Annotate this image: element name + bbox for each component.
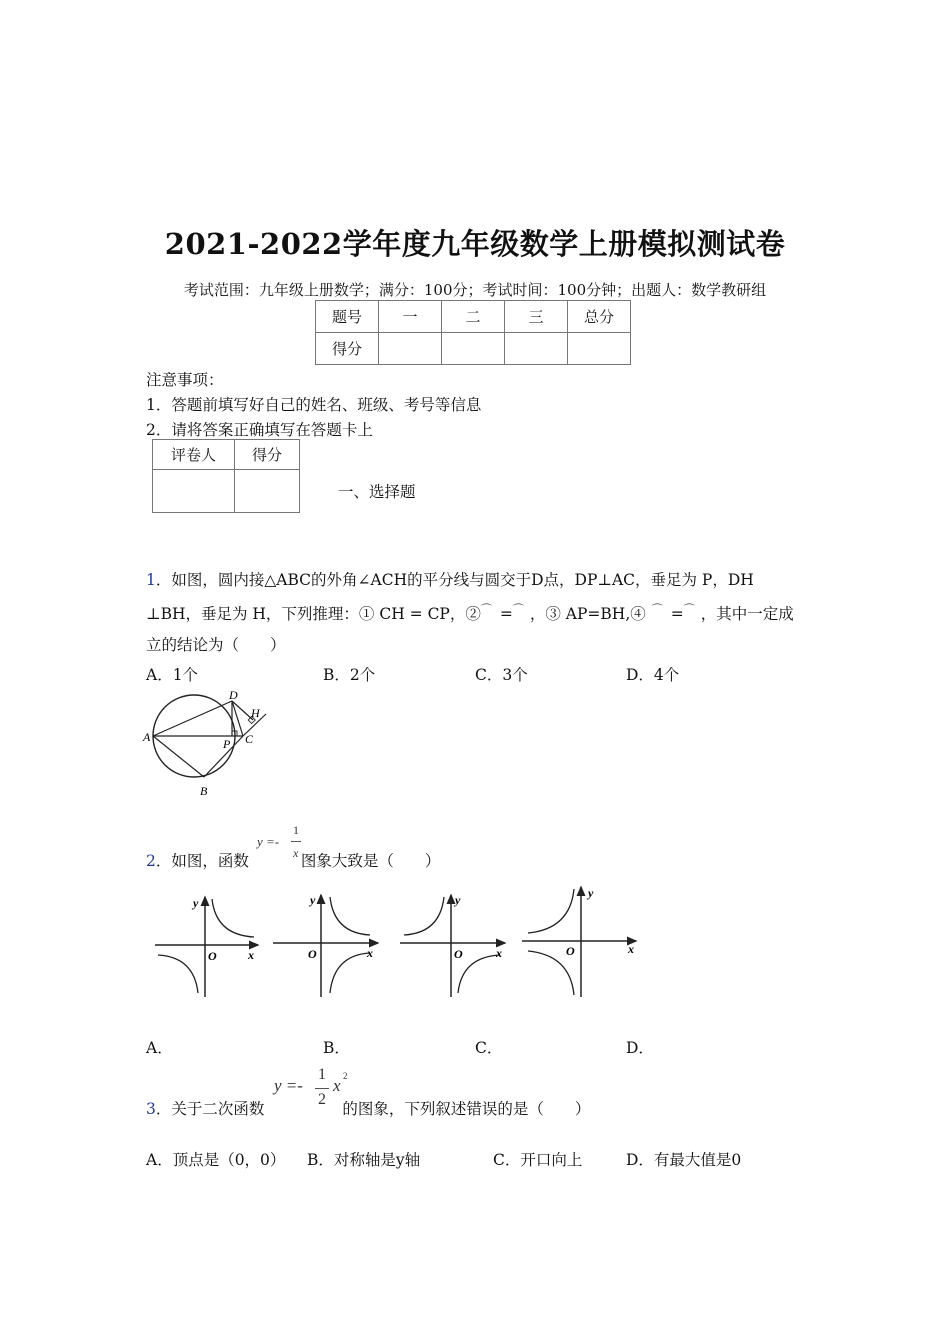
q3-option-c[interactable]: C．开口向上 (493, 1151, 583, 1169)
grader-name-cell[interactable] (153, 470, 235, 513)
score-header-cell: 题号 (316, 301, 379, 333)
curve-q3 (158, 955, 198, 993)
origin-label: O (308, 947, 317, 961)
note-item: 1．答题前填写好自己的姓名、班级、考号等信息 (146, 396, 482, 414)
curve-q2 (528, 889, 574, 933)
q3-formula-var: x (333, 1076, 341, 1095)
score-row-label: 得分 (316, 333, 379, 365)
origin-label: O (566, 944, 575, 958)
q3-formula-numerator: 1 (318, 1066, 326, 1083)
grader-score-label: 得分 (235, 440, 300, 470)
q3-option-a[interactable]: A．顶点是（0，0） (146, 1151, 286, 1169)
q3-formula-exponent: 2 (343, 1071, 348, 1081)
q2-formula-lhs: y =- (257, 834, 280, 849)
page-title: 2021-2022学年度九年级数学上册模拟测试卷 (164, 227, 786, 261)
q1-circle-figure (138, 686, 278, 800)
axis-label-y: y (588, 886, 594, 900)
q3-number: 3 (146, 1100, 156, 1118)
q2-fraction-bar (291, 841, 301, 842)
graph-b (273, 893, 378, 997)
q1-option-b[interactable]: B．2个 (323, 666, 376, 684)
score-table-score-row (316, 333, 631, 365)
graph-d (522, 886, 636, 997)
arc-mark: ⌒ (512, 603, 524, 616)
axis-label-y: y (193, 896, 199, 910)
axis-label-x: x (248, 948, 254, 962)
curve-q4 (330, 953, 370, 993)
arc-mark: ⌒ (651, 603, 663, 616)
q3-option-d[interactable]: D．有最大值是0 (626, 1151, 742, 1169)
label-b: B (200, 784, 208, 798)
curve-q2 (404, 897, 444, 935)
q1-option-c[interactable]: C．3个 (475, 666, 528, 684)
q3-line (146, 1097, 590, 1119)
arc-mark: ⌒ (683, 603, 695, 616)
exam-info: 考试范围：九年级上册数学；满分：100分；考试时间：100分钟；出题人：数学教研组 (183, 281, 767, 299)
q1-line2 (146, 601, 794, 624)
grader-table (152, 439, 300, 513)
q1-text: ，其中一定成 (700, 605, 794, 624)
label-h: H (251, 706, 260, 720)
score-header-cell: 二 (442, 301, 505, 333)
score-cell[interactable] (505, 333, 568, 365)
q1-text: = (499, 605, 513, 624)
label-p: P (223, 737, 231, 751)
q3-formula-lhs: y =- (274, 1076, 303, 1095)
q1-text: ．如图，圆内接△ABC的外角∠ACH的平分线与圆交于D点，DP⊥AC，垂足为 P，DH (155, 571, 754, 589)
q1-text: = (670, 605, 684, 624)
score-table (315, 300, 631, 365)
q2-graphs (150, 885, 650, 1003)
q1-line3: 立的结论为（ ） (146, 636, 286, 654)
q2-option-d[interactable]: D． (626, 1039, 654, 1057)
origin-label: O (454, 947, 463, 961)
curve-q1 (212, 899, 254, 937)
q2-option-c[interactable]: C． (475, 1039, 503, 1057)
graph-c (400, 893, 505, 997)
q1-text: ⊥BH，垂足为 H，下列推理：① CH = CP，② (146, 605, 481, 624)
note-item: 2．请将答案正确填写在答题卡上 (146, 421, 373, 439)
score-cell[interactable] (379, 333, 442, 365)
q3-text: ．关于二次函数 (155, 1100, 265, 1118)
axis-label-x: x (367, 946, 373, 960)
label-c: C (245, 732, 254, 746)
score-cell[interactable] (568, 333, 631, 365)
score-table-header-row (316, 301, 631, 333)
q1-option-d[interactable]: D．4个 (626, 666, 680, 684)
axis-label-x: x (628, 942, 634, 956)
q1-line1 (146, 568, 754, 590)
origin-label: O (208, 949, 217, 963)
axis-label-x: x (496, 946, 502, 960)
q2-option-b[interactable]: B． (323, 1039, 350, 1057)
score-header-cell: 三 (505, 301, 568, 333)
arc-mark: ⌒ (480, 603, 492, 616)
q1-number: 1 (146, 571, 156, 589)
q3-text: 的图象，下列叙述错误的是（ ） (342, 1100, 591, 1118)
grader-col-label: 评卷人 (153, 440, 235, 470)
graph-a (155, 896, 258, 997)
q1-option-a[interactable]: A．1个 (146, 666, 199, 684)
grader-input-row (153, 470, 300, 513)
axis-label-y: y (455, 893, 461, 907)
segment-ab (153, 736, 204, 777)
q3-formula-denominator: 2 (318, 1091, 326, 1108)
axis-label-y: y (310, 893, 316, 907)
q2-option-a[interactable]: A． (146, 1039, 173, 1057)
grader-score-cell[interactable] (235, 470, 300, 513)
score-cell[interactable] (442, 333, 505, 365)
label-a: A (143, 730, 151, 744)
notes-heading: 注意事项： (146, 371, 224, 389)
q3-option-b[interactable]: B．对称轴是y轴 (307, 1151, 421, 1169)
score-header-cell: 总分 (568, 301, 631, 333)
q2-text: ．如图，函数 (155, 852, 249, 870)
q2-formula-denominator: x (293, 846, 299, 860)
curve-q4 (458, 955, 500, 993)
q3-fraction-bar (315, 1088, 329, 1089)
score-header-cell: 一 (379, 301, 442, 333)
section-title: 一、选择题 (338, 483, 416, 501)
curve-q1 (330, 897, 370, 935)
q1-text: ，③ AP=BH,④ (529, 605, 646, 624)
label-d: D (229, 688, 238, 702)
grader-header-row (153, 440, 300, 470)
q2-formula-numerator: 1 (293, 823, 299, 837)
q2-text: 图象大致是（ ） (300, 852, 441, 870)
q2-number: 2 (146, 852, 156, 870)
